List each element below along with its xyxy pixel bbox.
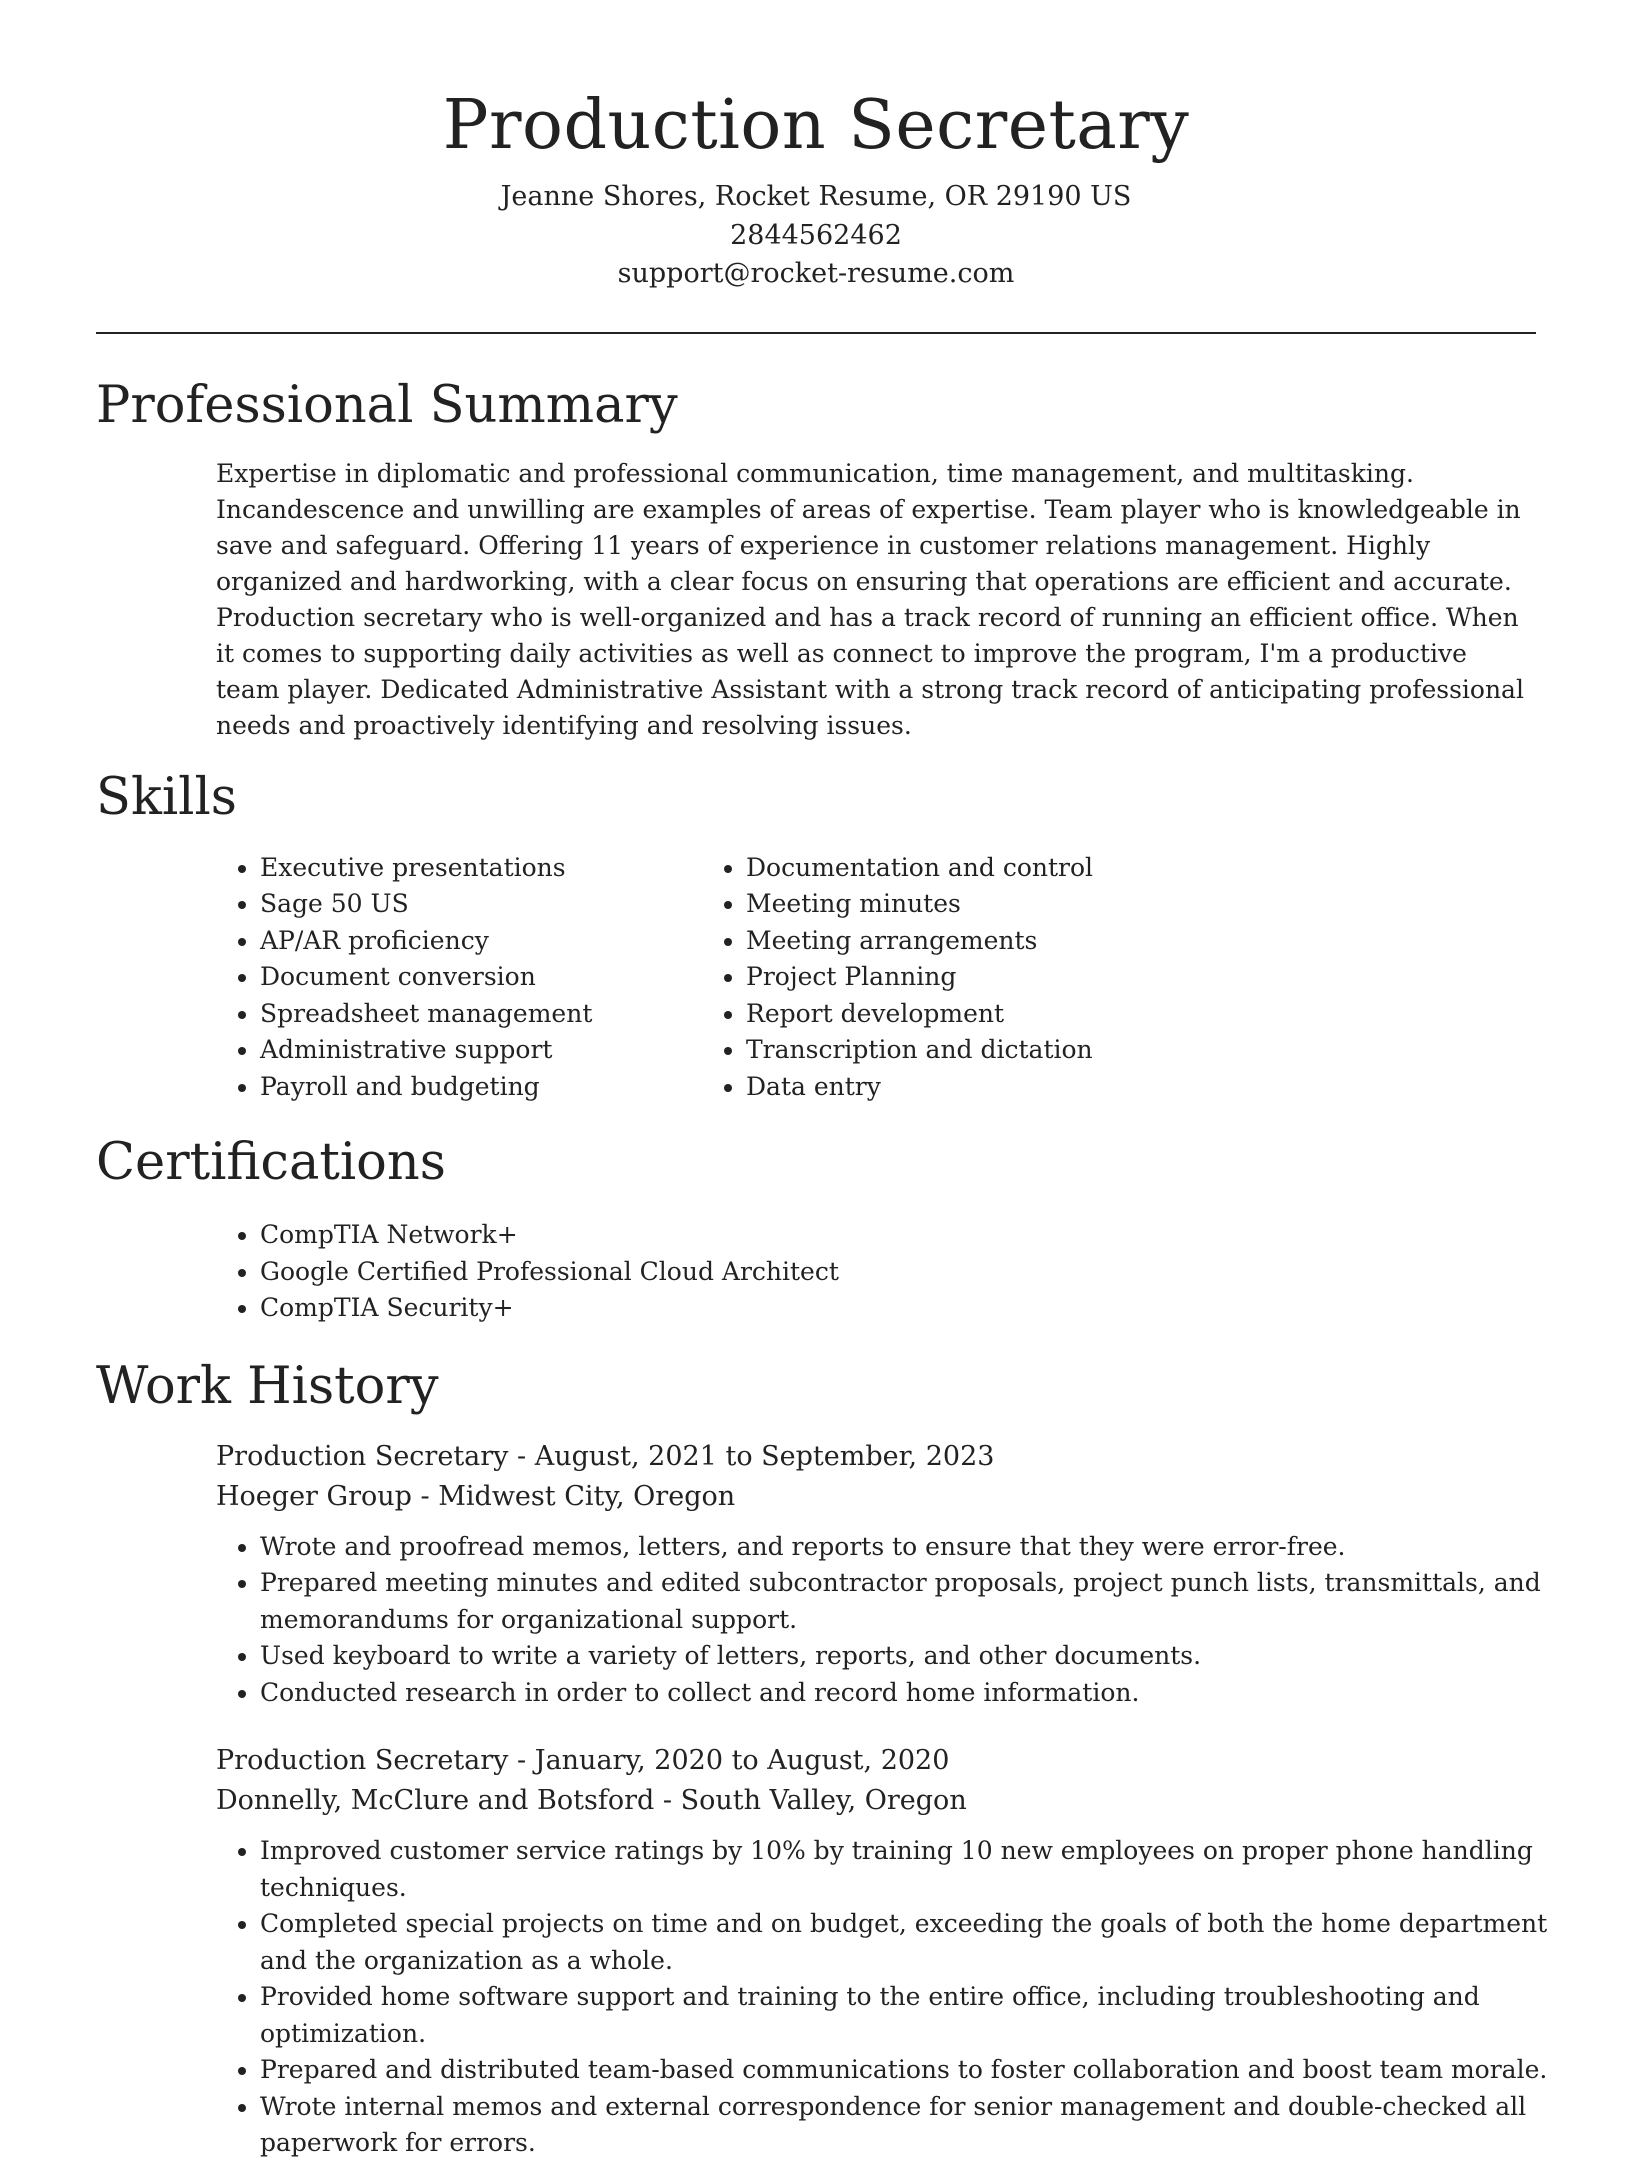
- job-company-line: [216, 1477, 1536, 1517]
- work-history-heading: Work History: [96, 1356, 439, 1416]
- job-company-line: [216, 1781, 1536, 1821]
- skills-column-1: [96, 850, 746, 1106]
- skills-list-1: [96, 850, 746, 1106]
- job-location: Midwest City, Oregon: [438, 1480, 736, 1512]
- summary-text: Expertise in diplomatic and professional communication, time management, and multitasking. Incandescence and unwilling are examples of areas of expertise. Team player who is knowledgeable in save and safeguard. Offering 11 years of experience in customer relations management. Highly organized and hardworking, with a clear focus on ensuring that operations are efficient and accurate. Production secretary who is well-organized and has a track record of running an efficient office. When it comes to supporting daily activities as well as connect to improve the program, I'm a productive team player. Dedicated Administrative Assistant with a strong track record of anticipating professional needs and proactively identifying and resolving issues.: [216, 458, 1524, 740]
- job-company: Donnelly, McClure and Botsford: [216, 1785, 655, 1816]
- job-role: Production Secretary: [216, 1745, 509, 1776]
- resume-header: [96, 0, 1536, 294]
- job-entry: [216, 1437, 1541, 1712]
- job-dates: January, 2020 to August, 2020: [534, 1745, 950, 1776]
- job-company: Hoeger Group: [216, 1480, 412, 1512]
- job-entry: [216, 1741, 1548, 2162]
- job-duty: • Conducted research in order to collect and record home information.: [260, 1675, 1560, 1712]
- certification-item: • CompTIA Network+: [260, 1217, 1536, 1254]
- job-duty: • Provided home software support and training to the entire office, including troubleshooting and optimization.: [260, 1979, 1560, 2052]
- certifications-list-wrap: [96, 1217, 1536, 1327]
- job-duty: • Prepared meeting minutes and edited subcontractor proposals, project punch lists, transmittals, and memorandums for organizational support.: [260, 1565, 1560, 1638]
- skill-item: • Meeting arrangements: [746, 923, 1093, 960]
- skill-item: • Executive presentations: [260, 850, 746, 887]
- skills-list-2: [746, 850, 1093, 1106]
- skill-item: • Meeting minutes: [746, 886, 1093, 923]
- skills-heading: Skills: [96, 767, 237, 827]
- certification-item: • CompTIA Security+: [260, 1290, 1536, 1327]
- skill-item: • Documentation and control: [746, 850, 1093, 887]
- job-separator: -: [662, 1785, 681, 1816]
- job-duty: • Wrote and proofread memos, letters, and reports to ensure that they were error-free.: [260, 1529, 1560, 1566]
- job-title-line: [216, 1437, 1536, 1477]
- skills-column-2: [746, 850, 1093, 1106]
- skill-item: • Data entry: [746, 1069, 1093, 1106]
- skill-item: • AP/AR proficiency: [260, 923, 746, 960]
- job-duties-list: [216, 1833, 1560, 2162]
- resume-name: Production Secretary: [442, 86, 1190, 165]
- job-dates: August, 2021 to September, 2023: [534, 1440, 995, 1472]
- skill-item: • Project Planning: [746, 959, 1093, 996]
- job-separator: -: [517, 1745, 535, 1776]
- skill-item: • Report development: [746, 996, 1093, 1033]
- skill-item: • Payroll and budgeting: [260, 1069, 746, 1106]
- header-divider: [96, 332, 1536, 334]
- job-bullets: [216, 1529, 1541, 1712]
- certifications-heading: Certifications: [96, 1133, 446, 1192]
- job-duties-list: [216, 1529, 1560, 1712]
- resume-page: [96, 0, 1548, 2162]
- certifications-list: [96, 1217, 1536, 1327]
- job-duty: • Used keyboard to write a variety of letters, reports, and other documents.: [260, 1638, 1560, 1675]
- contact-address: Jeanne Shores, Rocket Resume, OR 29190 US: [500, 181, 1132, 212]
- job-duty: • Completed special projects on time and on budget, exceeding the goals of both the home department and the organization as a whole.: [260, 1906, 1560, 1979]
- job-location: South Valley, Oregon: [680, 1785, 967, 1816]
- skill-item: • Sage 50 US: [260, 886, 746, 923]
- skills-columns: [96, 850, 1536, 1106]
- job-bullets: [216, 1833, 1548, 2162]
- job-duty: • Prepared and distributed team-based communications to foster collaboration and boost team morale.: [260, 2052, 1560, 2089]
- job-separator: -: [420, 1480, 439, 1512]
- skill-item: • Document conversion: [260, 959, 746, 996]
- job-role: Production Secretary: [216, 1440, 509, 1472]
- skill-item: • Spreadsheet management: [260, 996, 746, 1033]
- job-title-line: [216, 1741, 1536, 1781]
- contact-phone: 2844562462: [730, 219, 902, 251]
- job-separator: -: [517, 1440, 535, 1472]
- skill-item: • Administrative support: [260, 1032, 746, 1069]
- job-duty: • Wrote internal memos and external correspondence for senior management and double-checked all paperwork for errors.: [260, 2089, 1560, 2162]
- summary-heading: Professional Summary: [96, 375, 678, 435]
- contact-email: support@rocket-resume.com: [617, 258, 1015, 289]
- skill-item: • Transcription and dictation: [746, 1032, 1093, 1069]
- contact-block: [96, 178, 1536, 294]
- certification-item: • Google Certified Professional Cloud Architect: [260, 1254, 1536, 1291]
- job-duty: • Improved customer service ratings by 10% by training 10 new employees on proper phone handling techniques.: [260, 1833, 1560, 1906]
